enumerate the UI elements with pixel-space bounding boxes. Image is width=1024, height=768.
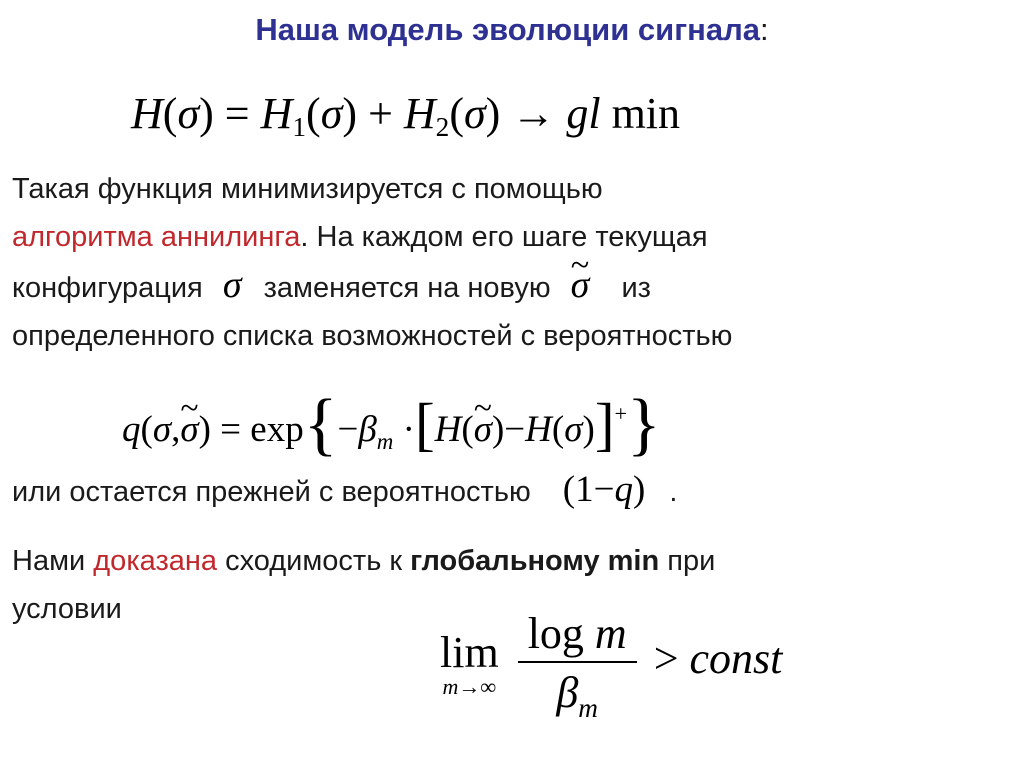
paragraph-convergence-line-2: условии — [12, 593, 122, 625]
paragraph-annealing — [12, 165, 732, 360]
sigma-tilde-symbol: ~ σ — [571, 261, 590, 309]
global-min-term: глобальному min — [410, 545, 660, 577]
equation-objective: H(σ) = H1(σ) + H2(σ) → gl min — [131, 89, 681, 143]
paragraph-line-3: конфигурация σ заменяется на новую ~ σ из — [12, 261, 732, 312]
one-minus-q: (1−q) — [562, 469, 646, 510]
proved-term: доказана — [93, 545, 218, 577]
limit-operator: lim m→∞ — [440, 627, 499, 699]
slide-title — [0, 12, 1024, 48]
annealing-term: алгоритма аннилинга — [12, 221, 301, 253]
slide-title-text: Наша модель эволюции сигнала — [255, 12, 761, 47]
fraction: $\frac{\text{log m}}{\beta_m}$ — [518, 608, 637, 718]
equation-convergence-condition: lim m→∞ $\frac{\text{log m}}{\beta_m}$ > const — [440, 609, 783, 723]
paragraph-line-2: алгоритма аннилинга. На каждом его шаге текущая — [12, 221, 708, 253]
paragraph-convergence-line-1: Нами доказана сходимость к глобальному min при — [12, 545, 716, 577]
slide-title-colon: : — [760, 12, 769, 47]
paragraph-line-4: определенного списка возможностей с вероятностью — [12, 320, 733, 352]
paragraph-stay-probability: или остается прежней с вероятностью (1−q) . — [12, 469, 678, 510]
sigma-symbol: σ — [222, 264, 242, 306]
paragraph-line-1: Такая функция минимизируется с помощью — [12, 173, 603, 205]
equation-transition-probability: q(σ,~ $\sigma) = \exp\{-\beta_m$ ·[H(~ σ)−H(σ)]+} — [122, 378, 661, 459]
